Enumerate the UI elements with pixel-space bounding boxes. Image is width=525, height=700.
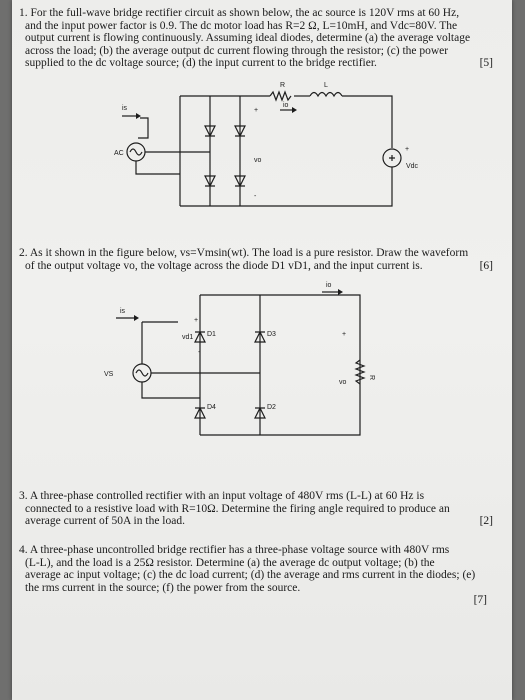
label-plus-d1: +	[194, 317, 199, 324]
question-3-line-2: connected to a resistive load with R=10Ω. Determine the firing angle required to produce an	[25, 502, 450, 515]
label-d2: D2	[267, 404, 276, 411]
question-3	[19, 490, 499, 528]
question-1-marks: [5]	[479, 57, 493, 69]
label-vs: VS	[104, 371, 114, 378]
question-2-line-1: 2. As it shown in the figure below, vs=Vmsin(wt). The load is a pure resistor. Draw the waveform	[19, 247, 469, 259]
label-r: R	[280, 82, 286, 89]
label-l: L	[324, 82, 328, 89]
question-4-line-2: (L-L), and the load is a 25Ω resistor. Determine (a) the average dc output voltage; (b) the	[25, 556, 435, 569]
question-1	[19, 7, 499, 70]
label-d3: D3	[267, 331, 276, 338]
question-1-line-2: and the input power factor is 0.9. The dc motor load has R=2 Ω, L=10mH, and Vdc=80V. The	[25, 19, 458, 32]
label-plus-vo: +	[342, 331, 347, 338]
question-3-line-3: average current of 50A in the load. [2]	[25, 515, 493, 527]
exam-page	[12, 0, 512, 700]
label-vd1: vd1	[182, 334, 194, 341]
label-ac: AC	[114, 150, 124, 157]
label-is: is	[122, 105, 128, 112]
label-minus-d1: -	[198, 349, 201, 356]
circuit-2-diagram	[82, 280, 422, 455]
question-3-line-1: 3. A three-phase controlled rectifier with an input voltage of 480V rms (L-L) at 60 Hz is	[19, 490, 425, 502]
label-plus-vdc: +	[405, 146, 410, 153]
circuit-1-diagram	[92, 78, 422, 228]
question-4-marks: [7]	[473, 594, 487, 606]
question-1-line-1: 1. For the full-wave bridge rectifier circuit as shown below, the ac source is 120V rms at 60 Hz,	[19, 7, 460, 19]
question-3-marks: [2]	[479, 515, 493, 527]
question-4-line-4: the rms current in the source; (f) the power from the source.	[25, 581, 301, 594]
label-vo: vo	[254, 157, 262, 164]
question-2-marks: [6]	[479, 259, 493, 272]
label-d4: D4	[207, 404, 216, 411]
label-minus-bottom: -	[254, 193, 257, 200]
question-2-line-2: of the output voltage vo, the voltage across the diode D1 vD1, and the input current is. [6]	[25, 259, 493, 272]
label-d1: D1	[207, 331, 216, 338]
question-4	[19, 544, 499, 607]
label-io: io	[326, 282, 332, 289]
question-1-line-5: supplied to the dc voltage source; (d) the input current to the bridge rectifier. [5]	[25, 57, 493, 69]
question-1-line-4: across the load; (b) the average output dc current flowing through the resistor; (c) the power	[25, 44, 449, 57]
label-r: R	[368, 375, 375, 381]
label-plus-top: +	[254, 107, 259, 114]
question-1-line-3: output current is flowing continuously. Assuming ideal diodes, determine (a) the average voltage	[25, 32, 471, 44]
question-4-line-3: average ac input voltage; (c) the dc load current; (d) the average and rms current in the diodes; (e)	[25, 569, 476, 581]
inductor-l	[310, 93, 342, 97]
question-4-marks-row	[19, 594, 499, 607]
question-4-line-1: 4. A three-phase uncontrolled bridge rectifier has a three-phase voltage source with 480V rms	[19, 544, 450, 556]
label-is: is	[120, 308, 126, 315]
label-vdc: Vdc	[406, 163, 419, 170]
resistor-r	[270, 92, 291, 100]
label-io: io	[283, 102, 289, 109]
label-vo: vo	[339, 379, 347, 386]
question-2	[19, 247, 499, 272]
